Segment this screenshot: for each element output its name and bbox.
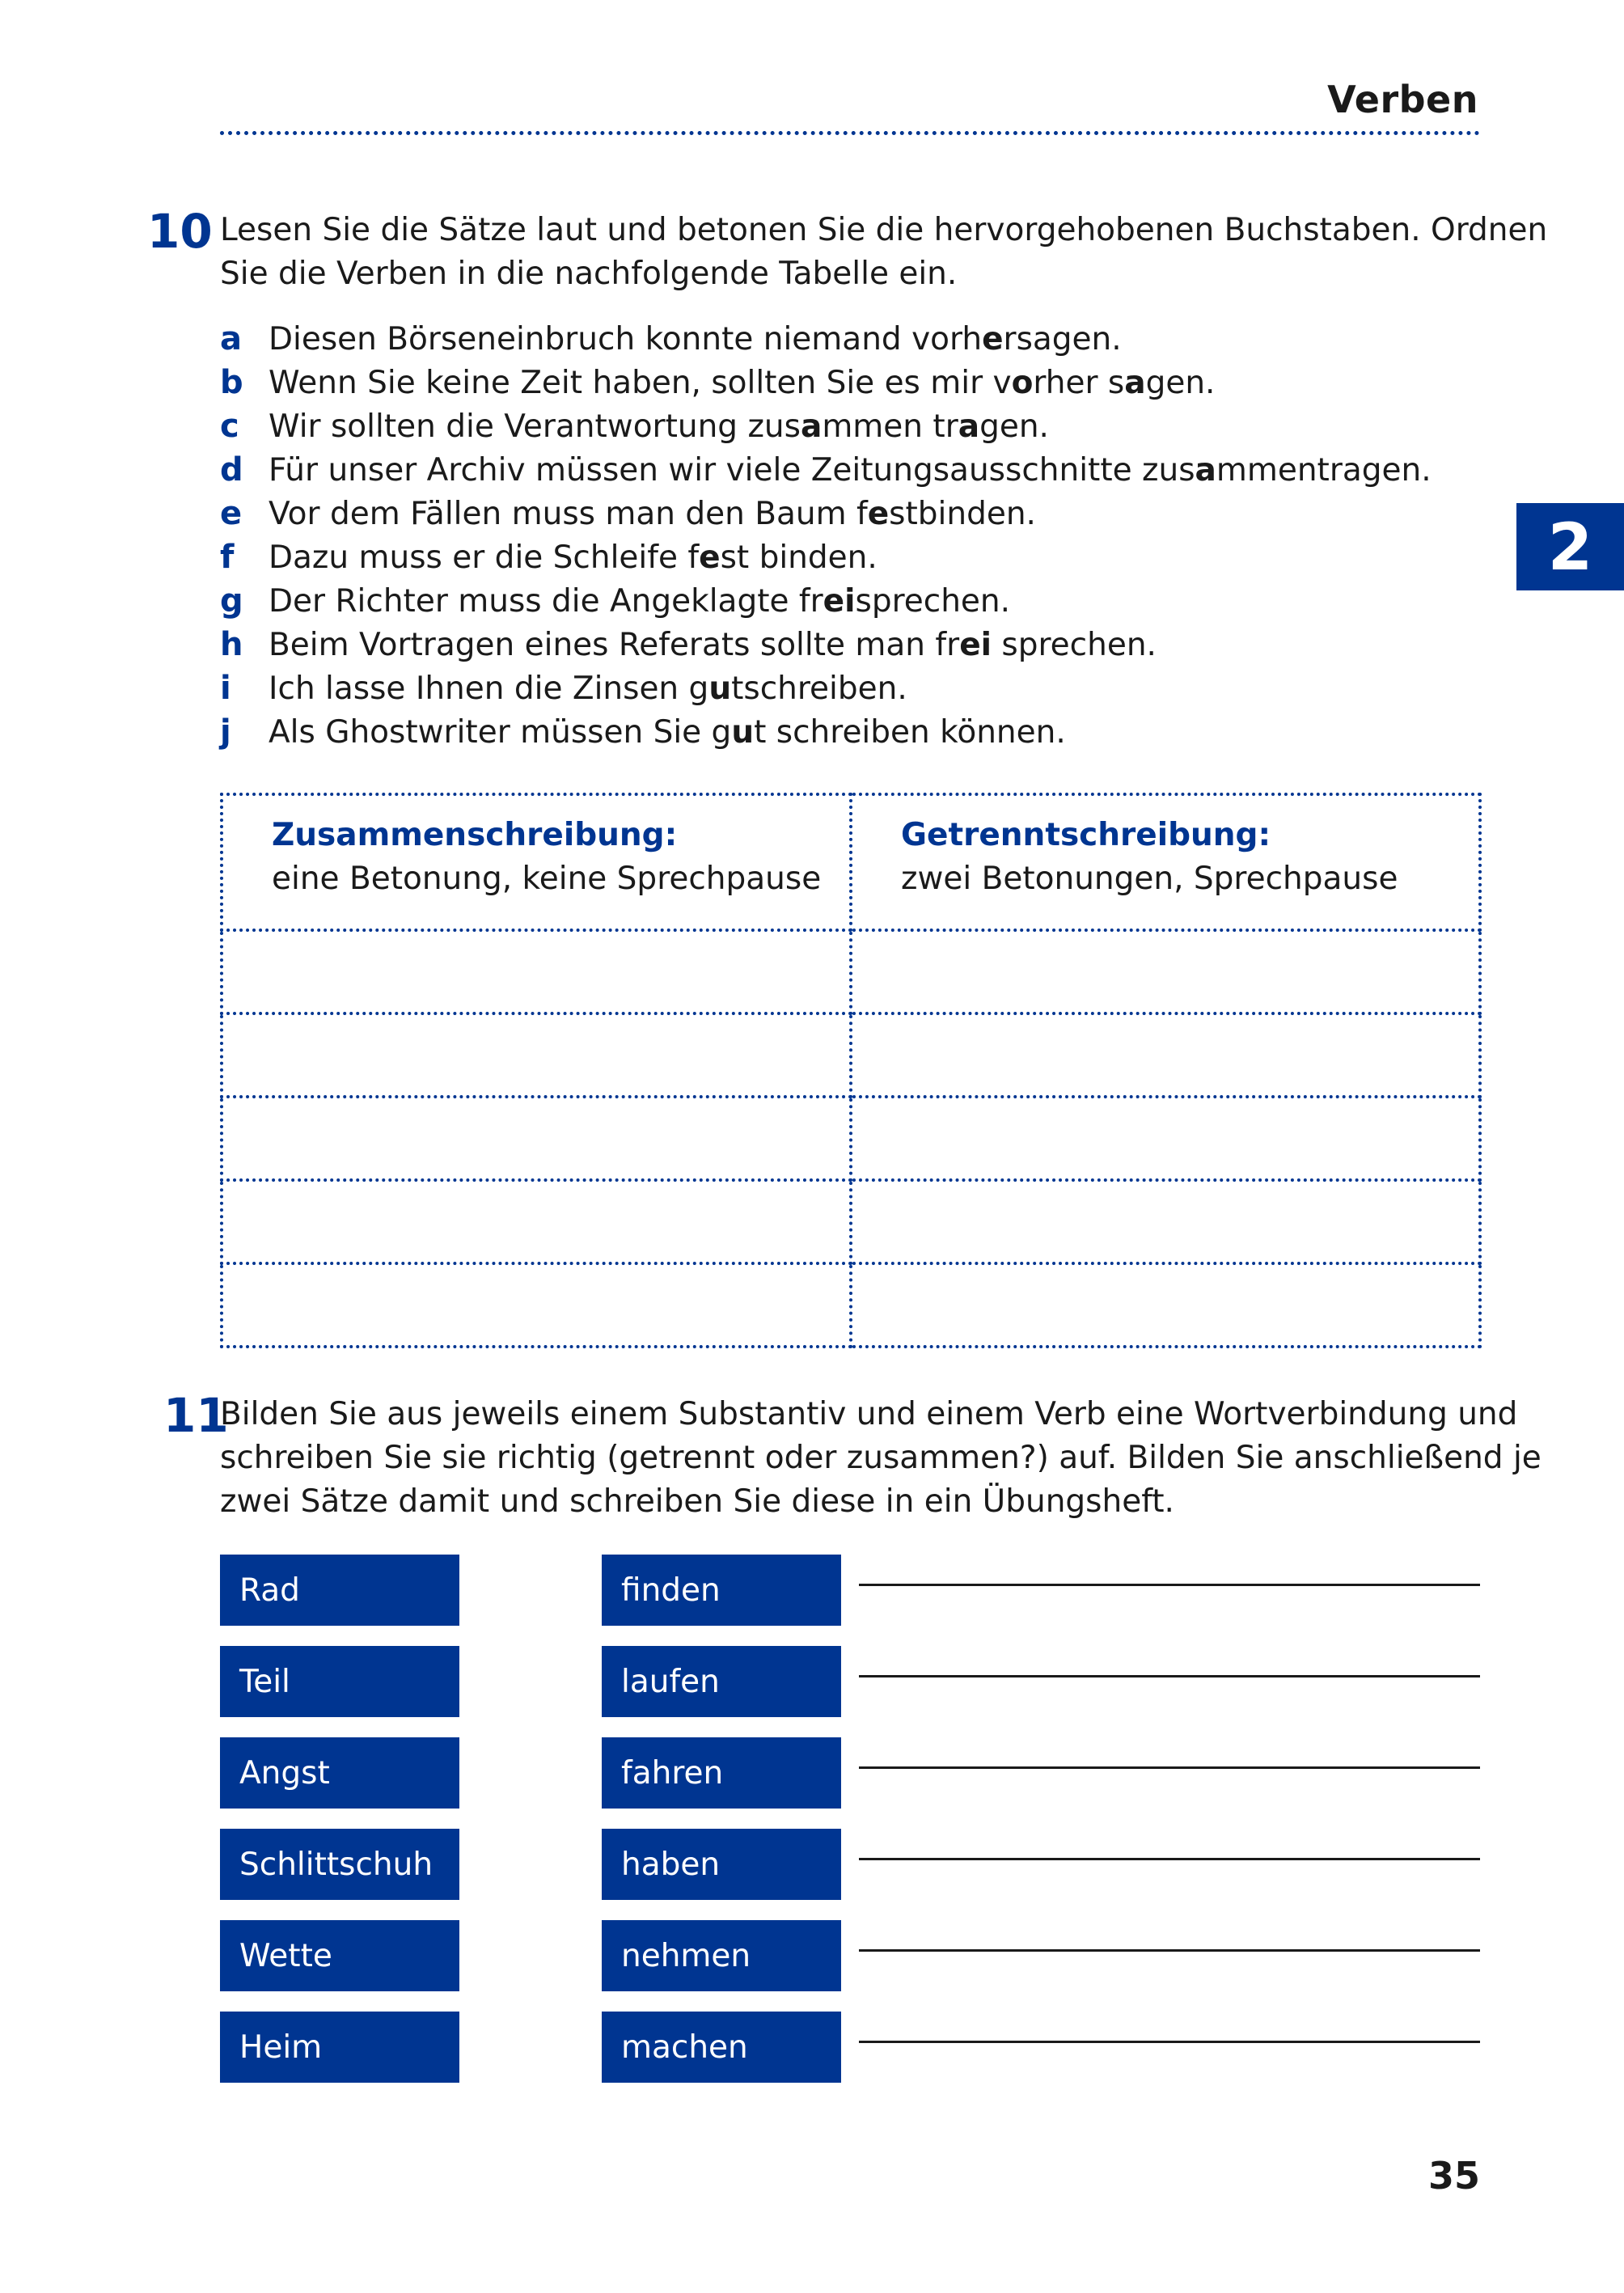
answer-line[interactable]: [859, 1858, 1480, 1860]
sentence-item: [220, 666, 1482, 710]
item-letter: a: [220, 320, 242, 357]
item-letter: e: [220, 495, 243, 532]
item-sentence: Wenn Sie keine Zeit haben, sollten Sie es mir vorher sagen.: [269, 364, 1216, 401]
answer-line[interactable]: [859, 1584, 1480, 1586]
task11-instruction-line: Bilden Sie aus jeweils einem Substantiv und einem Verb eine Wortverbindung und: [220, 1396, 1518, 1432]
column-subtitle: eine Betonung, keine Sprechpause: [272, 861, 822, 897]
sentence-item: [220, 317, 1482, 361]
answer-line[interactable]: [859, 1766, 1480, 1769]
cell-zusammen[interactable]: [222, 1097, 851, 1180]
item-sentence: Als Ghostwriter müssen Sie gut schreiben können.: [269, 713, 1066, 751]
task-number-10: 10: [147, 204, 213, 259]
section-title: Verben: [1327, 78, 1478, 121]
verb-box: fahren: [602, 1737, 841, 1809]
item-sentence: Ich lasse Ihnen die Zinsen gutschreiben.: [269, 670, 907, 707]
item-sentence: Vor dem Fällen muss man den Baum festbinden.: [269, 495, 1036, 532]
verb-box: machen: [602, 2012, 841, 2083]
table-row: [222, 1180, 1480, 1263]
item-sentence: Der Richter muss die Angeklagte freisprechen.: [269, 582, 1011, 620]
table-row: [222, 1263, 1480, 1347]
sentence-item: [220, 492, 1482, 535]
table-row: [222, 930, 1480, 1013]
task10-instruction: [220, 209, 1547, 296]
cell-zusammen[interactable]: [222, 930, 851, 1013]
task11-instruction-line: schreiben Sie sie richtig (getrennt oder zusammen?) auf. Bilden Sie anschließend je: [220, 1440, 1542, 1476]
cell-zusammen[interactable]: [222, 1013, 851, 1097]
noun-box: Rad: [220, 1555, 459, 1626]
table-header-getrennt: [851, 794, 1480, 930]
item-letter: c: [220, 408, 239, 445]
noun-box: Schlittschuh: [220, 1829, 459, 1900]
noun-box: Wette: [220, 1920, 459, 1991]
answer-line[interactable]: [859, 1949, 1480, 1952]
item-letter: j: [220, 713, 231, 751]
task11-instruction: [220, 1393, 1542, 1524]
item-sentence: Wir sollten die Verantwortung zusammen tragen.: [269, 408, 1049, 445]
cell-getrennt[interactable]: [851, 1097, 1480, 1180]
task11-instruction-line: zwei Sätze damit und schreiben Sie diese in ein Übungsheft.: [220, 1483, 1174, 1520]
noun-box: Heim: [220, 2012, 459, 2083]
item-letter: f: [220, 539, 235, 576]
sentence-item: [220, 535, 1482, 579]
sentence-item: [220, 623, 1482, 666]
sentence-list: [220, 317, 1482, 754]
sentence-item: [220, 579, 1482, 623]
sorting-table: [220, 793, 1482, 1348]
answer-line[interactable]: [859, 1675, 1480, 1677]
task10-instruction-line: Sie die Verben in die nachfolgende Tabelle ein.: [220, 256, 958, 292]
table-header-zusammen: [222, 794, 851, 930]
item-sentence: Beim Vortragen eines Referats sollte man frei sprechen.: [269, 626, 1157, 663]
item-letter: b: [220, 364, 243, 401]
verb-box: laufen: [602, 1646, 841, 1717]
cell-zusammen[interactable]: [222, 1263, 851, 1347]
task10-instruction-line: Lesen Sie die Sätze laut und betonen Sie die hervorgehobenen Buchstaben. Ordnen: [220, 212, 1548, 248]
noun-box: Teil: [220, 1646, 459, 1717]
item-letter: h: [220, 626, 243, 663]
item-letter: d: [220, 451, 243, 489]
cell-getrennt[interactable]: [851, 930, 1480, 1013]
column-subtitle: zwei Betonungen, Sprechpause: [901, 861, 1398, 897]
sentence-item: [220, 361, 1482, 404]
chapter-tab: 2: [1516, 503, 1624, 590]
cell-getrennt[interactable]: [851, 1013, 1480, 1097]
column-title: Getrenntschreibung:: [901, 817, 1271, 853]
verb-box: finden: [602, 1555, 841, 1626]
table-row: [222, 1013, 1480, 1097]
item-letter: g: [220, 582, 243, 620]
sentence-item: [220, 710, 1482, 754]
task-number-11: 11: [163, 1388, 229, 1443]
page-number: 35: [1427, 2154, 1480, 2198]
verb-box: nehmen: [602, 1920, 841, 1991]
cell-getrennt[interactable]: [851, 1263, 1480, 1347]
item-sentence: Für unser Archiv müssen wir viele Zeitungsausschnitte zusammentragen.: [269, 451, 1432, 489]
sentence-item: [220, 448, 1482, 492]
cell-getrennt[interactable]: [851, 1180, 1480, 1263]
column-title: Zusammenschreibung:: [272, 817, 678, 853]
item-sentence: Diesen Börseneinbruch konnte niemand vorhersagen.: [269, 320, 1122, 357]
sentence-item: [220, 404, 1482, 448]
answer-line[interactable]: [859, 2041, 1480, 2043]
table-row: [222, 1097, 1480, 1180]
item-letter: i: [220, 670, 231, 707]
item-sentence: Dazu muss er die Schleife fest binden.: [269, 539, 878, 576]
noun-box: Angst: [220, 1737, 459, 1809]
header-divider: [220, 131, 1480, 135]
cell-zusammen[interactable]: [222, 1180, 851, 1263]
verb-box: haben: [602, 1829, 841, 1900]
